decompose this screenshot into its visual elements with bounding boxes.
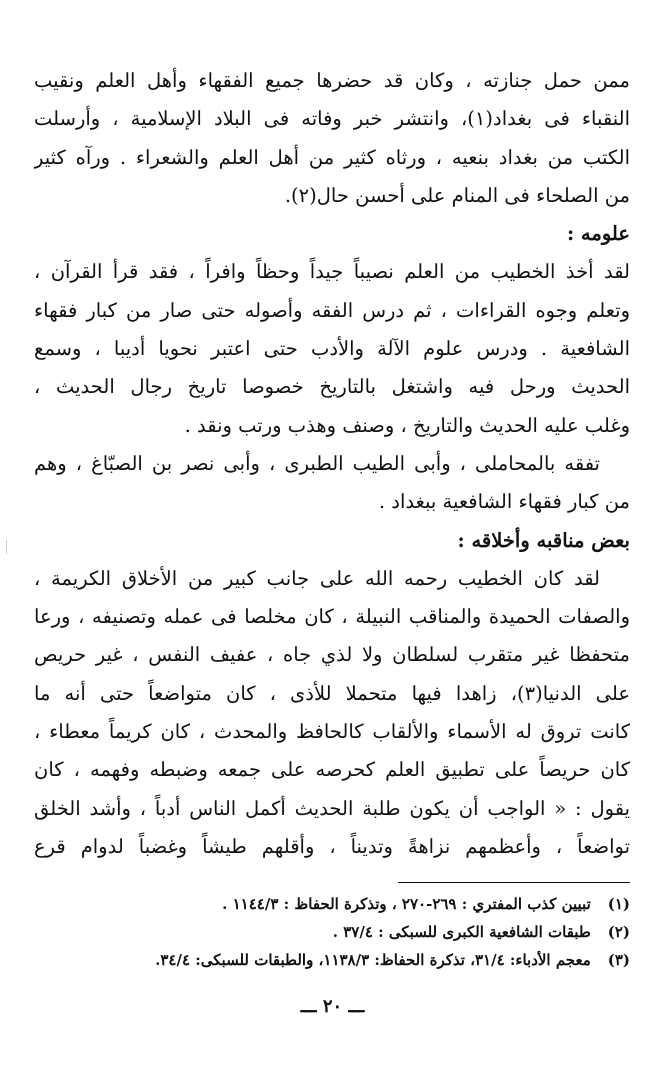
footnote-number: (٢): [607, 923, 630, 941]
main-text: [34, 62, 630, 866]
text-line: وتعلم وجوه القراءات ، ثم درس الفقه وأصوله حتى صار من كبار فقهاء: [34, 298, 630, 322]
text-line: الحديث ورحل فيه واشتغل بالتاريخ خصوصا تاريخ رجال الحديث ،: [34, 375, 630, 399]
text-line: على الدنيا(٣)، زاهدا فيها متحملا للأذى ، كان متواضعاً حتى أنه ما: [34, 681, 630, 705]
footnote-text: تبيين كذب المفتري : ٢٦٩-٢٧٠ ، وتذكرة الحفاظ : ١١٤٤/٣ .: [222, 895, 591, 913]
text-line: ممن حمل جنازته ، وكان قد حضرها جميع الفقهاء وأهل العلم ونقيب: [34, 69, 630, 92]
footnote-number: (٣): [607, 951, 630, 969]
text-line: الشافعية . ودرس علوم الآلة والأدب حتى اعتبر نحويا أديبا ، وسمع: [34, 337, 630, 361]
margin-mark: [6, 540, 7, 554]
text-line: لقد أخذ الخطيب من العلم نصيباً جيداً وحظاً وافراً ، فقد قرأ القرآن ،: [34, 260, 630, 284]
text-line: من الصلحاء فى المنام على أحسن حال(٢).: [284, 183, 630, 207]
footnote-text: طبقات الشافعية الكبرى للسبكى : ٣٧/٤ .: [332, 923, 591, 941]
footnote-number: (١): [607, 895, 630, 913]
section-heading-virtues: بعض مناقبه وأخلاقه :: [457, 528, 630, 552]
section-heading-knowledge: علومه :: [566, 222, 630, 246]
text-line: وغلب عليه الحديث والتاريخ ، وصنف وهذب ورتب ونقد .: [184, 413, 630, 437]
footnote-text: معجم الأدباء: ٣١/٤، تذكرة الحفاظ: ١١٣٨/٣، والطبقات للسبكى: ٣٤/٤.: [155, 951, 591, 969]
footnote: [34, 946, 630, 974]
text-line: لقد كان الخطيب رحمه الله على جانب كبير من الأخلاق الكريمة ،: [34, 566, 600, 590]
text-line: يقول : « الواجب أن يكون طلبة الحديث أكمل الناس أدباً ، وأشد الخلق: [34, 796, 630, 820]
text-line: متحفظا غير متقرب لسلطان ولا لذي جاه ، عفيف النفس ، غير حريص: [34, 643, 630, 667]
text-line: تفقه بالمحاملى ، وأبى الطيب الطبرى ، وأبى نصر بن الصبّاغ ، وهم: [34, 451, 600, 475]
text-line: تواضعاً ، وأعظمهم نزاهةً وتديناً ، وأقلهم طيشاً وغضباً لدوام قرع: [34, 834, 630, 858]
footnote-divider: [398, 882, 630, 883]
text-line: والصفات الحميدة والمناقب النبيلة ، كان مخلصا فى عمله وتصنيفه ، ورعا: [34, 605, 630, 629]
text-line: من كبار فقهاء الشافعية ببغداد .: [378, 490, 630, 514]
text-line: الكتب من بغداد بنعيه ، ورثاه كثير من أهل العلم والشعراء . ورآه كثير: [34, 145, 630, 169]
footnote: [34, 918, 630, 946]
footnote: [34, 890, 630, 918]
page-number: ـــ ٢٠ ـــ: [300, 996, 365, 1017]
text-line: كانت تروق له الأسماء والألقاب كالحافظ والمحدث ، كان كريماً معطاء ،: [34, 720, 630, 744]
text-line: كان حريصاً على تطبيق العلم كحرصه على جمعه وضبطه وفهمه ، كان: [34, 758, 630, 782]
text-line: النقباء فى بغداد(١)، وانتشر خبر وفاته فى البلاد الإسلامية ، وأرسلت: [34, 107, 630, 131]
